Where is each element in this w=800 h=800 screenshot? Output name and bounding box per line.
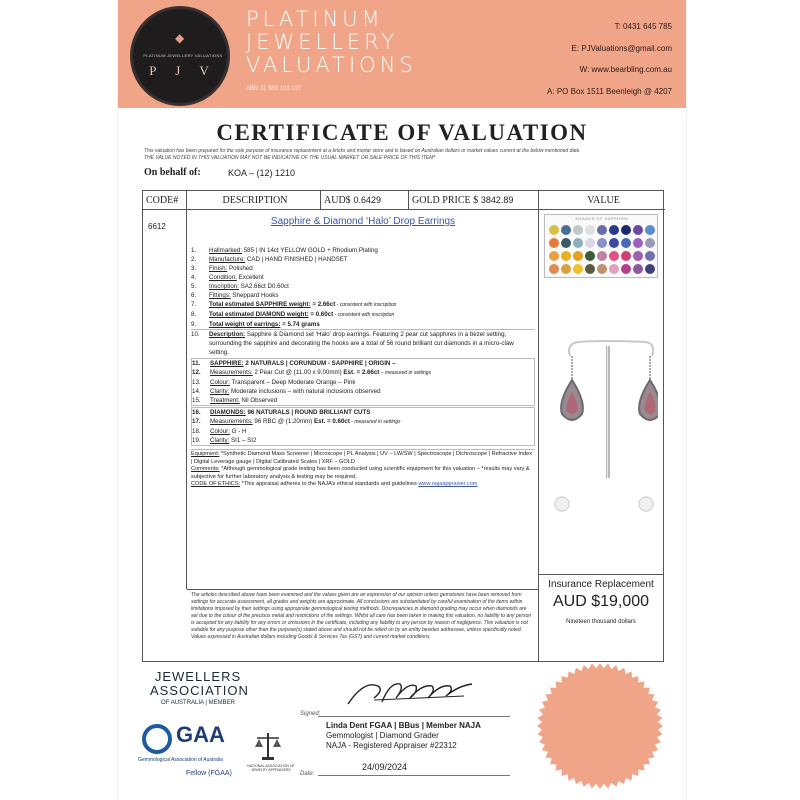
- sapphire-swatch: [585, 251, 595, 261]
- subtitle-line-2: THE VALUE NOTED IN THIS VALUATION MAY NOT BE INDICATIVE OF THE USUAL MARKET OR SALE PRICE OF THIS ITEM*: [144, 155, 436, 161]
- swatch-title: SHADES OF SAPPHIRE: [575, 216, 629, 221]
- sapphire-swatch: [549, 238, 559, 248]
- ja-line-2: ASSOCIATION: [150, 683, 249, 698]
- valuation-table: [142, 190, 664, 662]
- certificate-page: [118, 0, 686, 800]
- naja-label: NATIONAL ASSOCIATION OF JEWELRY APPRAISERS: [247, 764, 295, 772]
- contact-email: E: PJValuations@gmail.com: [571, 43, 672, 53]
- comments-note: Comments: *Although gemmological grade testing has been conducted using scientific equipment for this valuation – *results may vary & subjective for further laboratory analysis & testing may be required.: [191, 466, 530, 480]
- earrings-back-photo: [544, 492, 658, 580]
- signer-name: Linda Dent FGAA | BBus | Member NAJA: [326, 721, 481, 730]
- sapphire-swatch: [573, 225, 583, 235]
- sapphire-swatch: [645, 264, 655, 274]
- list-item: 9. Total weight of earrings: = 5.74 grams: [191, 321, 320, 328]
- sapphire-swatch: [633, 251, 643, 261]
- gaa-globe-icon: [142, 724, 172, 754]
- jewellers-association-logo: [150, 669, 249, 698]
- insurance-label: Insurance Replacement: [548, 579, 654, 590]
- sapphire-swatch: [573, 251, 583, 261]
- gaa-logo-text: GAA: [176, 722, 225, 747]
- date-line: [318, 775, 510, 776]
- description-area: [187, 210, 539, 589]
- list-item: 12. Measurements: 2 Pear Cut @ (11.00 x 9.00mm) Est. = 2.66ct – measured in settings: [192, 369, 432, 376]
- brand-name: [246, 8, 417, 77]
- company-logo: [130, 6, 230, 106]
- header-aud: [321, 191, 409, 210]
- logo-small-text: PLATINUM JEWELLERY VALUATIONS: [143, 53, 223, 58]
- list-item: 4. Condition: Excellent: [191, 274, 264, 281]
- item-code: 6612: [148, 222, 166, 231]
- list-item: 19. Clarity: SI1 – SI2: [192, 437, 257, 444]
- fellow-label: Fellow (FGAA): [186, 770, 232, 777]
- contact-details: [547, 16, 672, 102]
- contact-phone: T: 0431 645 785: [614, 22, 672, 31]
- sapphire-swatch: [597, 225, 607, 235]
- header-description: DESCRIPTION: [187, 191, 321, 210]
- brand-line-2: JEWELLERY: [246, 30, 399, 54]
- sapphire-swatch: [549, 225, 559, 235]
- behalf-value: KOA – (12) 1210: [228, 168, 296, 178]
- sapphire-swatch: [633, 225, 643, 235]
- gold-value: 3842.89: [480, 195, 514, 205]
- signer-registration: NAJA - Registered Appraiser #22312: [326, 741, 457, 750]
- list-item: 18. Colour: G - H: [192, 428, 247, 435]
- sapphire-swatch: [609, 264, 619, 274]
- sapphire-swatch: [585, 238, 595, 248]
- header-banner: [118, 0, 686, 108]
- list-item: 15. Treatment: Nil Observed: [192, 397, 278, 404]
- insurance-box: [539, 574, 663, 662]
- signer-details: [326, 721, 481, 751]
- sapphire-swatch: [597, 264, 607, 274]
- date-label: Date:: [300, 771, 315, 777]
- sapphire-swatch: [573, 264, 583, 274]
- insurance-words: Nineteen thousand dollars: [566, 619, 636, 625]
- sapphire-swatch: [597, 238, 607, 248]
- sapphire-swatch: [633, 238, 643, 248]
- item-title: Sapphire & Diamond ‘Halo’ Drop Earrings: [270, 216, 456, 227]
- sapphire-swatch: [609, 238, 619, 248]
- list-item: 3. Finish: Polished: [191, 265, 253, 272]
- list-item: 16. DIAMONDS: 96 NATURALS | ROUND BRILLIANT CUTS: [192, 409, 371, 416]
- contact-address: A: PO Box 1511 Beenleigh @ 4207: [547, 86, 672, 96]
- logo-initials: P J V: [149, 63, 217, 78]
- earrings-photo: [544, 284, 658, 488]
- code-column: [143, 210, 187, 589]
- naja-scales-icon: [254, 731, 282, 761]
- item-list: [191, 246, 535, 489]
- sapphire-shades-chart: [544, 214, 658, 278]
- sapphire-swatch: [561, 251, 571, 261]
- header-code: CODE#: [143, 191, 187, 210]
- list-item: 17. Measurements: 96 RBC @ (1.20mm) Est. = 0.60ct - measured in settings: [192, 418, 401, 425]
- gaa-subtitle: Gemmological Association of Australia: [138, 757, 223, 763]
- list-item: 2. Manufacture: CAD | HAND FINISHED | HANDSET: [191, 256, 348, 263]
- signer-role: Gemmologist | Diamond Grader: [326, 731, 439, 740]
- sapphire-swatch: [561, 264, 571, 274]
- sapphire-swatch: [585, 225, 595, 235]
- list-item: 8. Total estimated DIAMOND weight: = 0.60ct - consistent with inscription: [191, 311, 395, 318]
- sapphire-swatch: [621, 251, 631, 261]
- brand-line-3: VALUATIONS: [246, 53, 417, 77]
- list-item: 7. Total estimated SAPPHIRE weight: = 2.66ct - consistent with inscription: [191, 301, 397, 308]
- sapphire-swatch: [621, 238, 631, 248]
- ethics-note: CODE OF ETHICS: *This appraisal adheres to the NAJA’s ethical standards and guidelines www.najaappraiser.com: [191, 481, 478, 488]
- header-value: VALUE: [539, 191, 665, 210]
- naja-link[interactable]: www.najaappraiser.com: [418, 481, 478, 488]
- aud-label: AUD$: [324, 194, 351, 206]
- testing-notes: [191, 449, 535, 489]
- certificate-title: CERTIFICATE OF VALUATION: [216, 120, 588, 145]
- ja-subtitle: OF AUSTRALIA | MEMBER: [161, 700, 235, 706]
- sapphire-swatch: [585, 264, 595, 274]
- diamond-section: [191, 407, 535, 446]
- sapphire-swatch: [549, 251, 559, 261]
- list-item: 11. SAPPHIRE: 2 NATURALS | CORUNDUM - SAPPHIRE | ORIGIN –: [192, 360, 396, 367]
- abn-number: ABN 11 588 193 137: [246, 86, 302, 92]
- sapphire-swatch: [561, 225, 571, 235]
- behalf-label: On behalf of:: [144, 167, 201, 178]
- list-item: 10. Description: Sapphire & Diamond set ‘Halo’ drop earrings. Featuring 2 pear cut sapphires in a bezel setting, surrounding the sapphire and decorating the hooks are a total of 56 round brilliant cut diamonds in a micro-claw setting.: [191, 329, 535, 357]
- sapphire-swatch: [561, 238, 571, 248]
- insurance-value: AUD $19,000: [552, 593, 650, 610]
- sapphire-swatch: [645, 251, 655, 261]
- sapphire-swatch: [633, 264, 643, 274]
- signature-image: [344, 676, 484, 710]
- sapphire-section: [191, 358, 535, 406]
- value-column: [539, 210, 663, 570]
- aud-value: 0.6429: [353, 195, 381, 205]
- list-item: 14. Clarity: Moderate inclusions – with natural inclusions observed: [192, 388, 381, 395]
- header-gold-price: [409, 191, 539, 210]
- ja-line-1: JEWELLERS: [154, 669, 242, 684]
- disclaimer-text: The articles described above have been examined and the values given are an expression of our opinion unless gemstones have been removed from settings for accurate assessment, all grades and weights are approximate. All conclusions are substantiated by careful examination of the items within limitations imposed by their settings using appropriate gemmological testing methods. Discrepancies in diamond grading may occur when diamonds are set due to the colour of the precious metal and restrictions of the settings. Whilst all care has been taken in making this valuation, no liability to any person is accepted for any liability for any errors or omissions in the certificate, including any liability to any person by reason of negligence. This valuation is not suitable for any purpose other than the purpose(s) stated above and should not be relied on by an entity besides addressee, unless specifically noted. Values expressed in Australian dollars including Goods & Services Tax (GST) and current market conditions.: [187, 589, 539, 662]
- diamond-icon: ◆: [175, 31, 185, 45]
- sapphire-swatch: [549, 264, 559, 274]
- list-item: 6. Fittings: Sheppard Hooks: [191, 292, 279, 299]
- list-item: 5. Inscription: SA2.66ct D0.60ct: [191, 283, 289, 290]
- sapphire-swatch: [609, 251, 619, 261]
- sapphire-swatch: [573, 238, 583, 248]
- signature-line: [318, 716, 510, 717]
- sapphire-swatch: [621, 225, 631, 235]
- sapphire-swatch: [597, 251, 607, 261]
- sapphire-swatch: [609, 225, 619, 235]
- signed-label: Signed:: [300, 711, 321, 717]
- sapphire-swatch: [645, 225, 655, 235]
- embossed-seal: [536, 662, 664, 790]
- sapphire-swatch: [621, 264, 631, 274]
- certificate-subtitle: [144, 148, 664, 162]
- subtitle-line-1: This valuation has been prepared for the sole purpose of insurance replacement at a bricks and mortar store and is based on Australian dollars or market values current at the below mentioned date.: [144, 148, 581, 154]
- brand-line-1: PLATINUM: [246, 7, 384, 31]
- contact-website: W: www.bearbling.com.au: [579, 65, 672, 74]
- equipment-note: Equipment: *Synthetic Diamond Mass Screener | Microscope | PL Analysis | UV – LW/SW | Spectroscope | Dichroscope | Refractive Index | Digital Leverage gauge | Digital Calibrated Scales | XRF – GOLD: [191, 451, 533, 465]
- sapphire-swatch: [645, 238, 655, 248]
- list-item: 13. Colour: Transparent – Deep Moderate Orange – Pink: [192, 379, 356, 386]
- date-value: 24/09/2024: [362, 762, 408, 772]
- gold-label: GOLD PRICE $: [412, 194, 479, 206]
- list-item: 1. Hallmarked: 585 | IN 14ct YELLOW GOLD + Rhodium Plating: [191, 247, 378, 254]
